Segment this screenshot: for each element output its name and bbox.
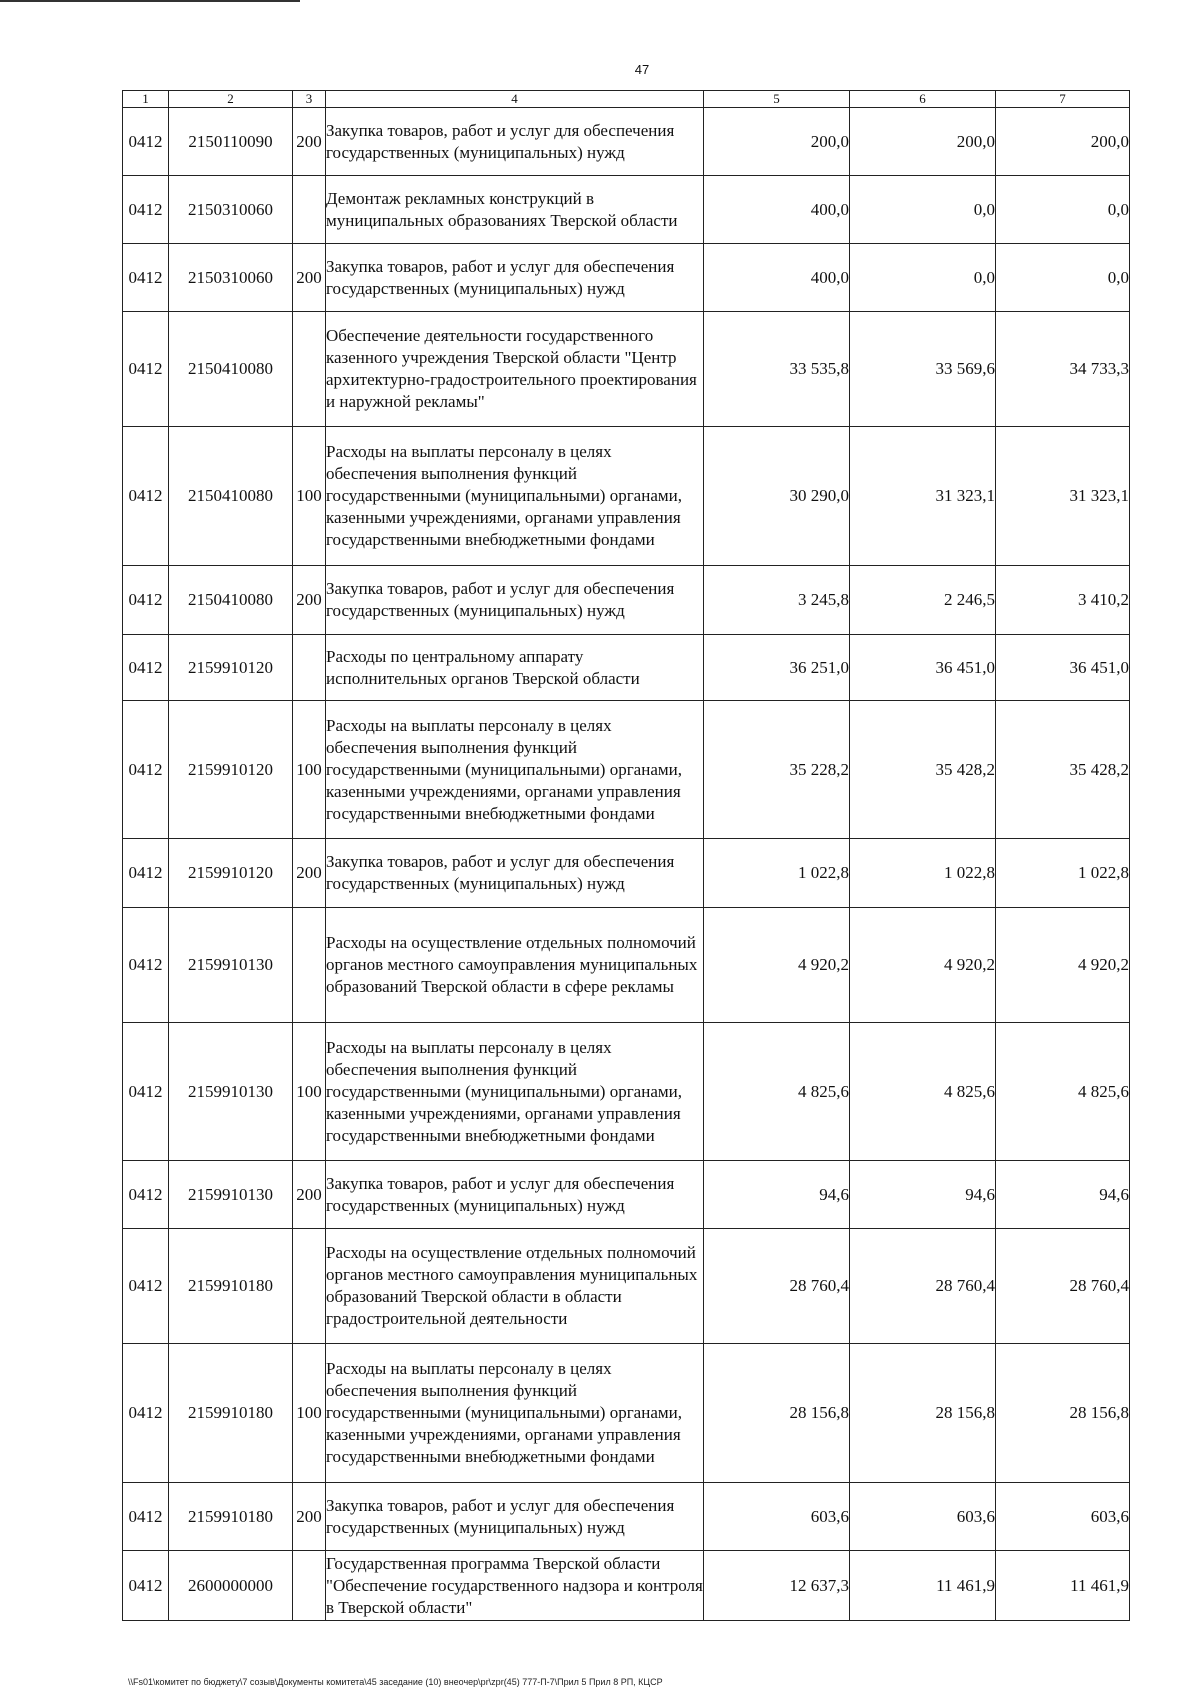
target-item-code-cell: 2159910120 bbox=[169, 701, 293, 839]
column-header: 7 bbox=[996, 91, 1130, 108]
amount-col5-cell: 30 290,0 bbox=[704, 427, 850, 566]
target-item-code-cell: 2159910130 bbox=[169, 1023, 293, 1161]
column-header: 5 bbox=[704, 91, 850, 108]
section-code-cell: 0412 bbox=[123, 244, 169, 312]
item-name-cell: Закупка товаров, работ и услуг для обеспечения государственных (муниципальных) нужд bbox=[326, 839, 704, 908]
amount-col6-cell: 2 246,5 bbox=[850, 566, 996, 635]
header-row bbox=[123, 91, 1130, 108]
amount-col7-cell: 0,0 bbox=[996, 244, 1130, 312]
amount-col7-cell: 36 451,0 bbox=[996, 635, 1130, 701]
table-row bbox=[123, 1023, 1130, 1161]
amount-col7-cell: 94,6 bbox=[996, 1161, 1130, 1229]
section-code-cell: 0412 bbox=[123, 1483, 169, 1551]
item-name-cell: Закупка товаров, работ и услуг для обеспечения государственных (муниципальных) нужд bbox=[326, 1483, 704, 1551]
amount-col7-cell: 603,6 bbox=[996, 1483, 1130, 1551]
target-item-code-cell: 2600000000 bbox=[169, 1551, 293, 1621]
column-header: 2 bbox=[169, 91, 293, 108]
target-item-code-cell: 2150410080 bbox=[169, 312, 293, 427]
amount-col5-cell: 12 637,3 bbox=[704, 1551, 850, 1621]
target-item-code-cell: 2159910130 bbox=[169, 908, 293, 1023]
amount-col6-cell: 4 920,2 bbox=[850, 908, 996, 1023]
amount-col7-cell: 28 760,4 bbox=[996, 1229, 1130, 1344]
target-item-code-cell: 2150410080 bbox=[169, 427, 293, 566]
expense-type-cell: 100 bbox=[293, 1023, 326, 1161]
amount-col7-cell: 0,0 bbox=[996, 176, 1130, 244]
table-row bbox=[123, 908, 1130, 1023]
amount-col6-cell: 4 825,6 bbox=[850, 1023, 996, 1161]
amount-col6-cell: 0,0 bbox=[850, 176, 996, 244]
table-row bbox=[123, 312, 1130, 427]
amount-col5-cell: 200,0 bbox=[704, 108, 850, 176]
amount-col7-cell: 11 461,9 bbox=[996, 1551, 1130, 1621]
amount-col5-cell: 603,6 bbox=[704, 1483, 850, 1551]
target-item-code-cell: 2159910180 bbox=[169, 1344, 293, 1483]
expense-type-cell bbox=[293, 908, 326, 1023]
item-name-cell: Расходы на осуществление отдельных полномочий органов местного самоуправления муниципальных образований Тверской области в сфере рекламы bbox=[326, 908, 704, 1023]
amount-col7-cell: 1 022,8 bbox=[996, 839, 1130, 908]
amount-col5-cell: 33 535,8 bbox=[704, 312, 850, 427]
table-row bbox=[123, 839, 1130, 908]
item-name-cell: Расходы на выплаты персоналу в целях обеспечения выполнения функций государственными (муниципальными) органами, казенными учреждениями, органами управления государственными внебюджетными фондами bbox=[326, 1023, 704, 1161]
amount-col5-cell: 94,6 bbox=[704, 1161, 850, 1229]
expense-type-cell: 200 bbox=[293, 839, 326, 908]
column-header: 6 bbox=[850, 91, 996, 108]
expense-type-cell: 200 bbox=[293, 244, 326, 312]
section-code-cell: 0412 bbox=[123, 908, 169, 1023]
footer-file-path: \\Fs01\комитет по бюджету\7 созыв\Документы комитета\45 заседание (10) внеочер\pr\zpr(45) 777-П-7\Прил 5 Прил 8 РП, КЦСР bbox=[128, 1677, 663, 1687]
expense-type-cell: 100 bbox=[293, 427, 326, 566]
expense-type-cell: 200 bbox=[293, 108, 326, 176]
amount-col7-cell: 28 156,8 bbox=[996, 1344, 1130, 1483]
amount-col5-cell: 36 251,0 bbox=[704, 635, 850, 701]
amount-col7-cell: 4 920,2 bbox=[996, 908, 1130, 1023]
item-name-cell: Расходы на осуществление отдельных полномочий органов местного самоуправления муниципальных образований Тверской области в области градостроительной деятельности bbox=[326, 1229, 704, 1344]
section-code-cell: 0412 bbox=[123, 176, 169, 244]
item-name-cell: Государственная программа Тверской области "Обеспечение государственного надзора и контроля в Тверской области" bbox=[326, 1551, 704, 1621]
table-row bbox=[123, 566, 1130, 635]
amount-col6-cell: 200,0 bbox=[850, 108, 996, 176]
amount-col7-cell: 34 733,3 bbox=[996, 312, 1130, 427]
amount-col5-cell: 4 825,6 bbox=[704, 1023, 850, 1161]
section-code-cell: 0412 bbox=[123, 1551, 169, 1621]
amount-col6-cell: 28 156,8 bbox=[850, 1344, 996, 1483]
amount-col6-cell: 31 323,1 bbox=[850, 427, 996, 566]
amount-col7-cell: 31 323,1 bbox=[996, 427, 1130, 566]
target-item-code-cell: 2159910180 bbox=[169, 1483, 293, 1551]
top-rule bbox=[0, 0, 300, 2]
expense-type-cell: 100 bbox=[293, 1344, 326, 1483]
target-item-code-cell: 2150110090 bbox=[169, 108, 293, 176]
expense-type-cell bbox=[293, 635, 326, 701]
item-name-cell: Расходы по центральному аппарату исполнительных органов Тверской области bbox=[326, 635, 704, 701]
section-code-cell: 0412 bbox=[123, 1161, 169, 1229]
target-item-code-cell: 2159910120 bbox=[169, 635, 293, 701]
amount-col5-cell: 28 760,4 bbox=[704, 1229, 850, 1344]
table-row bbox=[123, 1551, 1130, 1621]
amount-col6-cell: 603,6 bbox=[850, 1483, 996, 1551]
item-name-cell: Расходы на выплаты персоналу в целях обеспечения выполнения функций государственными (муниципальными) органами, казенными учреждениями, органами управления государственными внебюджетными фондами bbox=[326, 701, 704, 839]
section-code-cell: 0412 bbox=[123, 1023, 169, 1161]
item-name-cell: Закупка товаров, работ и услуг для обеспечения государственных (муниципальных) нужд bbox=[326, 244, 704, 312]
section-code-cell: 0412 bbox=[123, 312, 169, 427]
amount-col5-cell: 4 920,2 bbox=[704, 908, 850, 1023]
section-code-cell: 0412 bbox=[123, 566, 169, 635]
table-row bbox=[123, 1229, 1130, 1344]
item-name-cell: Обеспечение деятельности государственного казенного учреждения Тверской области "Центр архитектурно-градостроительного проектирования и наружной рекламы" bbox=[326, 312, 704, 427]
expense-type-cell bbox=[293, 312, 326, 427]
item-name-cell: Закупка товаров, работ и услуг для обеспечения государственных (муниципальных) нужд bbox=[326, 1161, 704, 1229]
target-item-code-cell: 2150310060 bbox=[169, 244, 293, 312]
column-header: 3 bbox=[293, 91, 326, 108]
page-number: 47 bbox=[634, 62, 650, 77]
item-name-cell: Демонтаж рекламных конструкций в муниципальных образованиях Тверской области bbox=[326, 176, 704, 244]
amount-col5-cell: 400,0 bbox=[704, 244, 850, 312]
amount-col5-cell: 28 156,8 bbox=[704, 1344, 850, 1483]
amount-col6-cell: 28 760,4 bbox=[850, 1229, 996, 1344]
section-code-cell: 0412 bbox=[123, 108, 169, 176]
amount-col7-cell: 4 825,6 bbox=[996, 1023, 1130, 1161]
amount-col7-cell: 35 428,2 bbox=[996, 701, 1130, 839]
section-code-cell: 0412 bbox=[123, 701, 169, 839]
expense-type-cell bbox=[293, 1229, 326, 1344]
item-name-cell: Закупка товаров, работ и услуг для обеспечения государственных (муниципальных) нужд bbox=[326, 108, 704, 176]
table-row bbox=[123, 1344, 1130, 1483]
amount-col6-cell: 94,6 bbox=[850, 1161, 996, 1229]
budget-table bbox=[122, 90, 1130, 1621]
amount-col6-cell: 11 461,9 bbox=[850, 1551, 996, 1621]
section-code-cell: 0412 bbox=[123, 1344, 169, 1483]
target-item-code-cell: 2159910130 bbox=[169, 1161, 293, 1229]
table-row bbox=[123, 1161, 1130, 1229]
section-code-cell: 0412 bbox=[123, 635, 169, 701]
item-name-cell: Закупка товаров, работ и услуг для обеспечения государственных (муниципальных) нужд bbox=[326, 566, 704, 635]
table-row bbox=[123, 427, 1130, 566]
amount-col5-cell: 35 228,2 bbox=[704, 701, 850, 839]
expense-type-cell: 200 bbox=[293, 1483, 326, 1551]
amount-col6-cell: 33 569,6 bbox=[850, 312, 996, 427]
amount-col6-cell: 0,0 bbox=[850, 244, 996, 312]
expense-type-cell: 100 bbox=[293, 701, 326, 839]
expense-type-cell: 200 bbox=[293, 566, 326, 635]
amount-col5-cell: 3 245,8 bbox=[704, 566, 850, 635]
target-item-code-cell: 2159910180 bbox=[169, 1229, 293, 1344]
amount-col5-cell: 400,0 bbox=[704, 176, 850, 244]
table-row bbox=[123, 1483, 1130, 1551]
expense-type-cell bbox=[293, 1551, 326, 1621]
column-header: 4 bbox=[326, 91, 704, 108]
table-row bbox=[123, 635, 1130, 701]
expense-type-cell bbox=[293, 176, 326, 244]
table-row bbox=[123, 701, 1130, 839]
target-item-code-cell: 2150310060 bbox=[169, 176, 293, 244]
table-row bbox=[123, 108, 1130, 176]
amount-col5-cell: 1 022,8 bbox=[704, 839, 850, 908]
amount-col7-cell: 200,0 bbox=[996, 108, 1130, 176]
column-header: 1 bbox=[123, 91, 169, 108]
section-code-cell: 0412 bbox=[123, 839, 169, 908]
section-code-cell: 0412 bbox=[123, 1229, 169, 1344]
item-name-cell: Расходы на выплаты персоналу в целях обеспечения выполнения функций государственными (муниципальными) органами, казенными учреждениями, органами управления государственными внебюджетными фондами bbox=[326, 1344, 704, 1483]
amount-col6-cell: 1 022,8 bbox=[850, 839, 996, 908]
amount-col6-cell: 35 428,2 bbox=[850, 701, 996, 839]
amount-col6-cell: 36 451,0 bbox=[850, 635, 996, 701]
table-row bbox=[123, 244, 1130, 312]
target-item-code-cell: 2159910120 bbox=[169, 839, 293, 908]
target-item-code-cell: 2150410080 bbox=[169, 566, 293, 635]
table-row bbox=[123, 176, 1130, 244]
amount-col7-cell: 3 410,2 bbox=[996, 566, 1130, 635]
expense-type-cell: 200 bbox=[293, 1161, 326, 1229]
item-name-cell: Расходы на выплаты персоналу в целях обеспечения выполнения функций государственными (муниципальными) органами, казенными учреждениями, органами управления государственными внебюджетными фондами bbox=[326, 427, 704, 566]
section-code-cell: 0412 bbox=[123, 427, 169, 566]
